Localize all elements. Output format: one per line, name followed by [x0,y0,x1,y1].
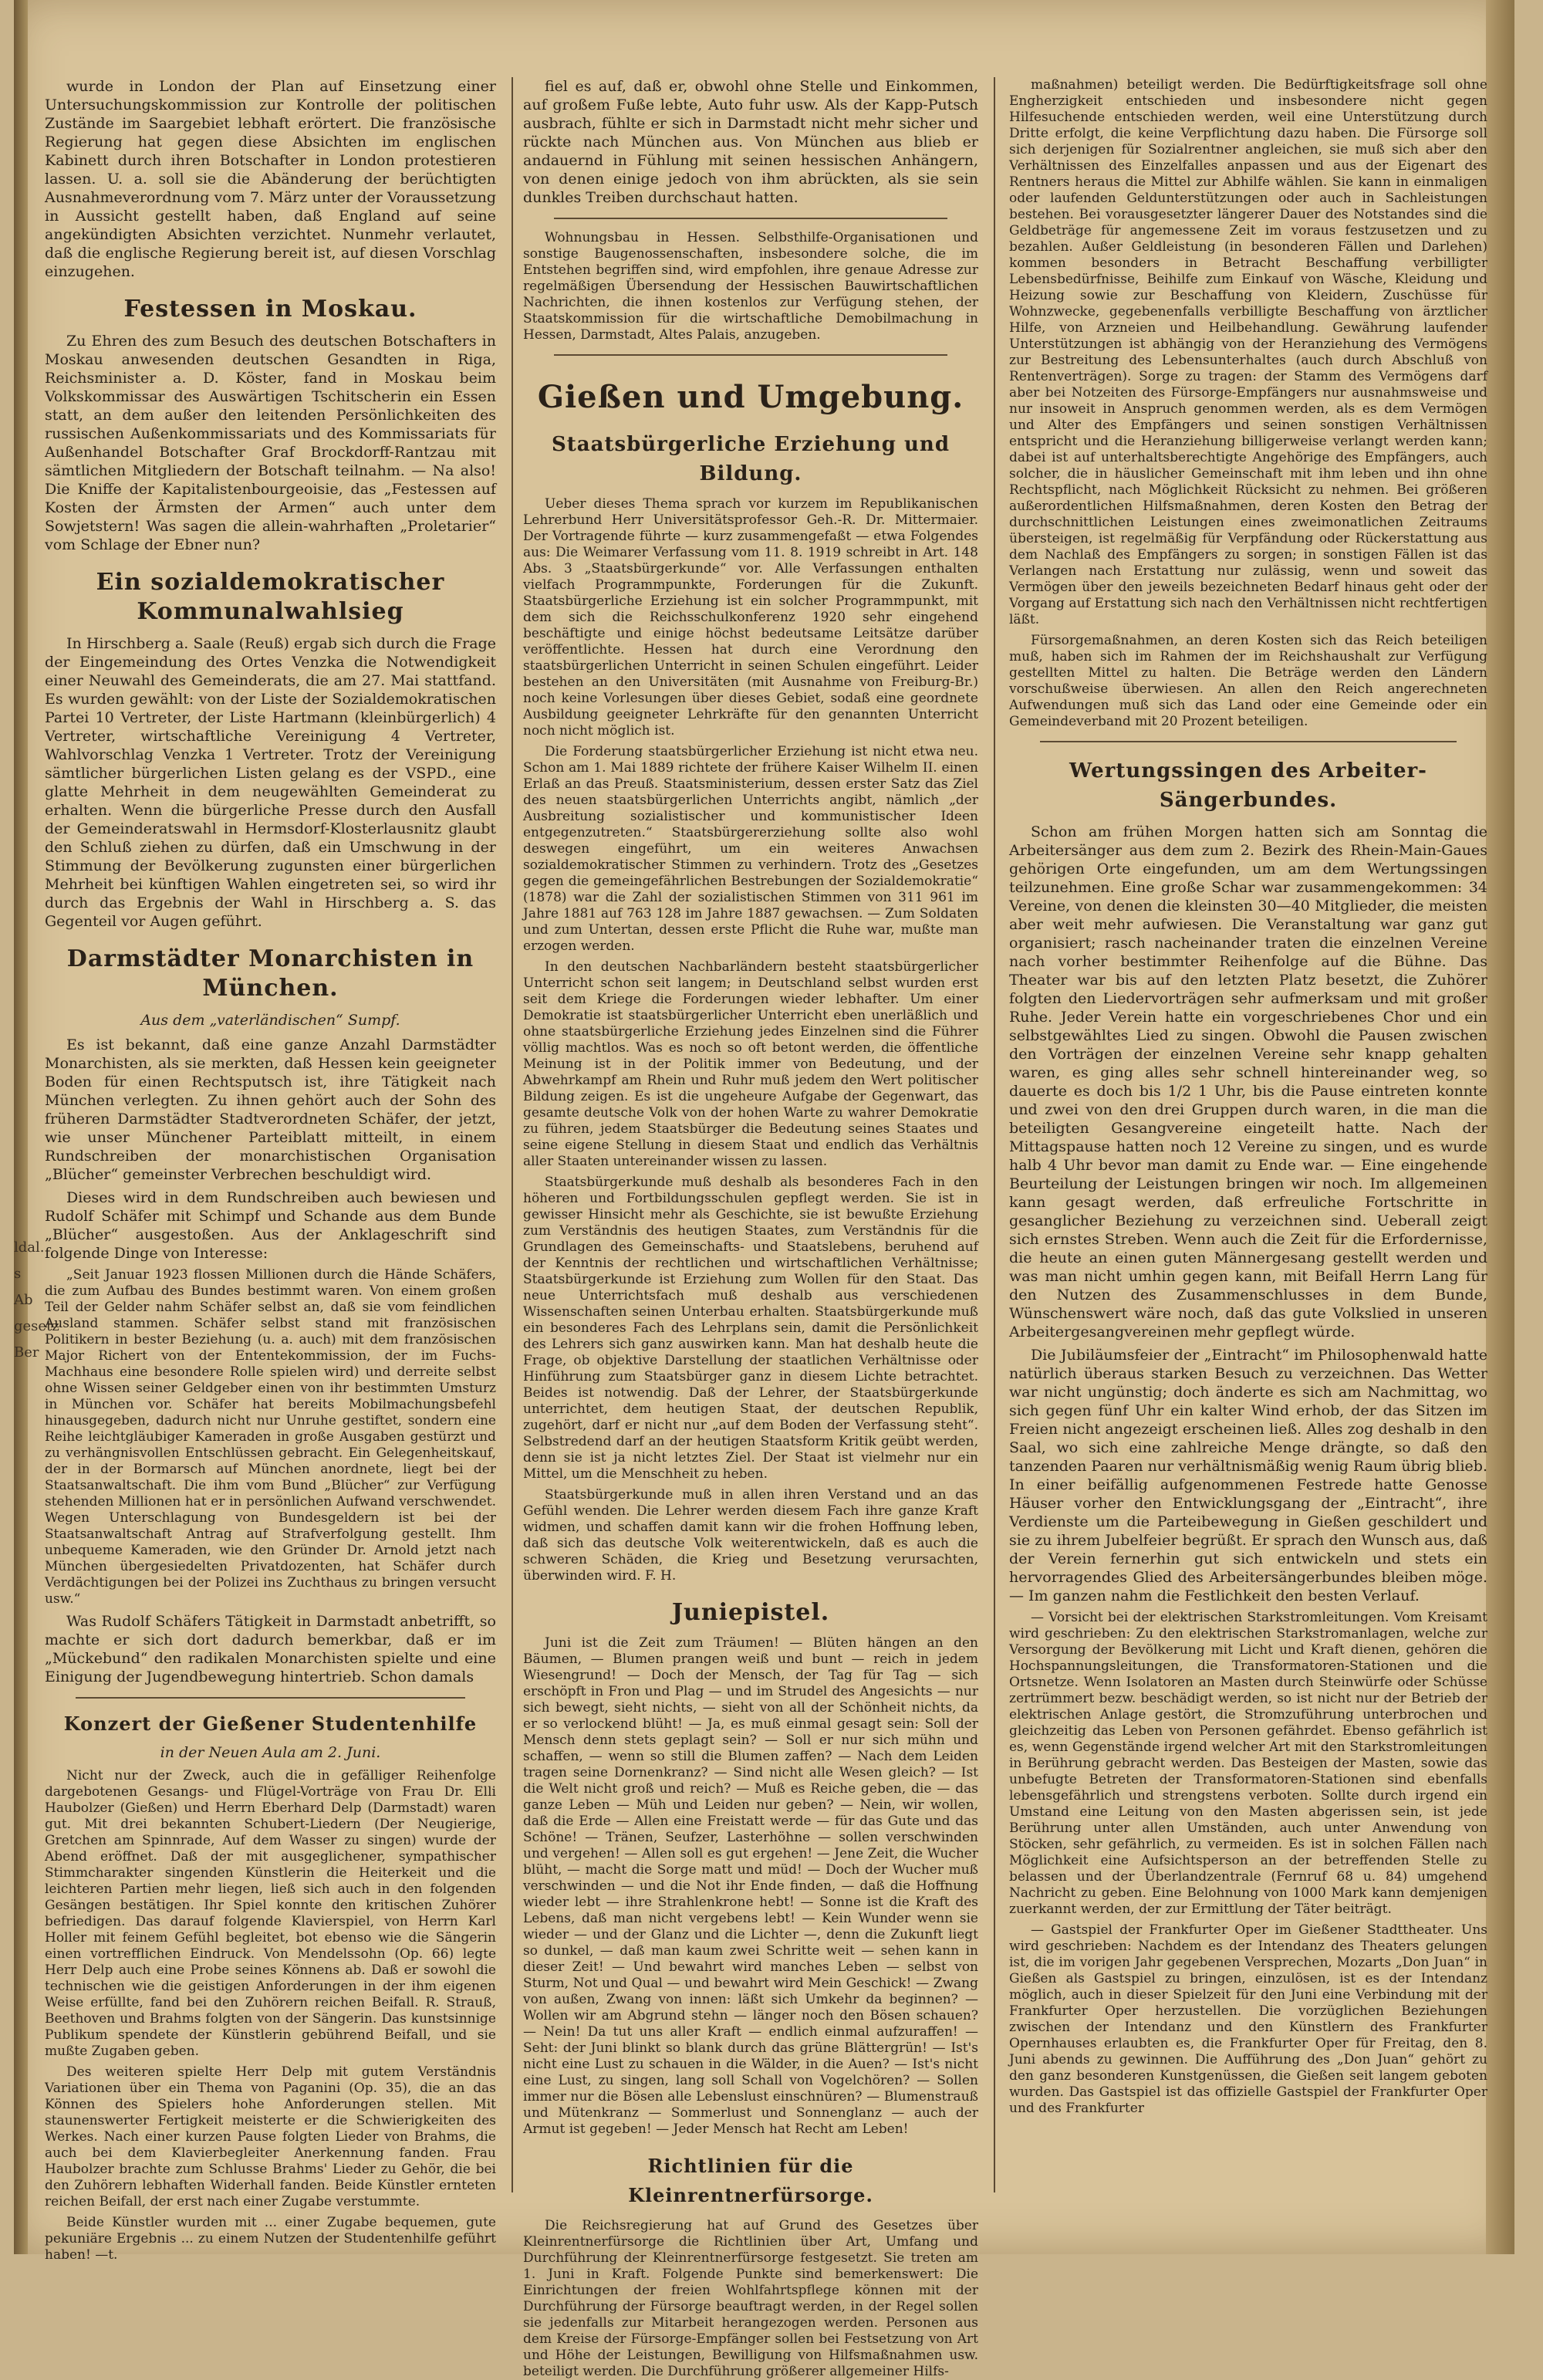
article-text: Des weiteren spielte Herr Delp mit gutem Verständnis Variationen über ein Thema von Paganini (Op. 35), die an das Können des Spielers hohe Anforderungen stellen. Mit staunenswerter Fertigkeit meisterte er die Schwierigkeiten des Werkes. Nach einer kurzen Pause folgten Lieder von Brahms, die auch bei dem Klavierbegleiter Anerkennung fanden. Frau Haubolzer brachte zum Schlusse Brahms' Lieder zu Gehör, die bei den Zuhörern lebhaften Widerhall fanden. Beide Künstler ernteten reichen Beifall, der erst nach einer Zugabe verstummte. [45,2064,496,2209]
article-text: Die Forderung staatsbürgerlicher Erziehung ist nicht etwa neu. Schon am 1. Mai 1889 richtete der frühere Kaiser Wilhelm II. einen Erlaß an das Preuß. Staatsministerium, dessen erster Satz das Ziel des neuen staatsbürgerlichen Unterrichts angibt, nämlich „der Ausbreitung sozialistischer und kommunistischer Ideen entgegenzutreten.“ Staatsbürgererziehung sollte also wohl deswegen eingeführt, um ein weiteres Anwachsen sozialdemokratischer Stimmen zu verhindern. Trotz des „Gesetzes gegen die gemeingefährlichen Bestrebungen der Sozialdemokratie“ (1878) war die Zahl der sozialistischen Stimmen von 311 961 im Jahre 1881 auf 763 128 im Jahre 1887 gewachsen. — Zum Soldaten und zum Untertan, dessen erste Pflicht die Ruhe war, mußte man erzogen werden. [523,744,978,954]
divider [1040,741,1457,742]
article-text: Dieses wird in dem Rundschreiben auch bewiesen und Rudolf Schäfer mit Schimpf und Schande aus dem Bunde „Blücher“ ausgestoßen. Aus der Anklageschrift sind folgende Dinge von Interesse: [45,1189,496,1262]
divider [554,354,947,356]
adjacent-page-stub [14,1235,59,2161]
headline-kommunalwahlsieg: Ein sozialdemokratischer Kommunalwahlsieg [96,569,445,625]
notice-wohnungsbau: Wohnungsbau in Hessen. Selbsthilfe-Organisationen und sonstige Baugenossenschaften, insbesondere solche, die im Entstehen begriffen sind, wird empfohlen, ihre genaue Adresse zur regelmäßigen Übersendung der Hessischen Bauwirtschaftlichen Nachrichten, die ihnen kostenlos zur Verfügung stehen, der Staatskommission für die wirtschaftliche Demobilmachung in Hessen, Darmstadt, Altes Palais, anzugeben. [523,230,978,343]
newspaper-page [14,0,1514,2379]
page-edge [1486,0,1514,2254]
article-text: Zu Ehren des zum Besuch des deutschen Botschafters in Moskau anwesenden deutschen Gesandten in Riga, Reichsminister a. D. Köster, fand in Moskau beim Volkskommissar des Auswärtigen Tschitscherin ein Essen statt, an dem außer den leitenden Persönlichkeiten des russischen Außenkommissariats und des Kommissariats für Außenhandel Botschafter Graf Brockdorff-Rantzau mit sämtlichen Mitgliedern der Botschaft teilnahm. — Na also! Die Kniffe der Kapitalistenbourgeoisie, das „Festessen auf Kosten der Ärmsten der Armen“ auch unter dem Sowjetstern! Was sagen die allein-wahrhaften „Proletarier“ vom Schlage der Ebner nun? [45,333,496,553]
article-text: In Hirschberg a. Saale (Reuß) ergab sich durch die Frage der Eingemeindung des Ortes Venzka die Notwendigkeit einer Neuwahl des Gemeinderats, die am 27. Mai stattfand. Es wurden gewählt: von der Liste der Sozialdemokratischen Partei 10 Vertreter, der Liste Hartmann (kleinbürgerlich) 4 Vertreter, wirtschaftliche Vereinigung 4 Vertreter, Wahlvorschlag Venzka 1 Vertreter. Trotz der Vereinigung sämtlicher bürgerlichen Listen gelang es der VSPD., eine glatte Mehrheit in dem neugewählten Gemeinderat zu erhalten. Wenn die bürgerliche Presse durch den Ausfall der Gemeinderatswahl in Hermsdorf-Klosterlausnitz glaubt den Schluß ziehen zu dürfen, daß ein Umschwung in der Stimmung der Bevölkerung zugunsten einer bürgerlichen Mehrheit bei künftigen Wahlen eingetreten sei, so wird ihr durch das Ergebnis der Wahl in Hirschberg a. S. das Gegenteil vor Augen geführt. [45,635,496,930]
column-rule [512,77,513,2192]
article-continuation: wurde in London der Plan auf Einsetzung einer Untersuchungskommission zur Kontrolle der politischen Zustände im Saargebiet lebhaft erörtert. Die französische Regierung hat gegen diese Absichten im englischen Kabinett durch ihren Botschafter in London protestieren lassen. U. a. soll sie die Abänderung der berüchtigten Ausnahmeverordnung vom 7. März unter der Voraussetzung in Aussicht gestellt haben, daß England auf seine angekündigten Absichten verzichtet. Nunmehr verlautet, daß die englische Regierung bereit ist, auf diesen Vorschlag einzugehen. [45,78,496,280]
article-text: Staatsbürgerkunde muß in allen ihren Verstand und an das Gefühl wenden. Die Lehrer werden diesem Fach ihre ganze Kraft widmen, und schaffen damit kann wir die frohen Hoffnung leben, daß sich das deutsche Volk weiterentwickeln, daß es auch die schweren Schäden, die Krieg und Besetzung verursachten, überwinden wird. F. H. [523,1487,978,1584]
subheadline: Aus dem „vaterländischen“ Sumpf. [140,1012,400,1029]
article-text: Staatsbürgerkunde muß deshalb als besonderes Fach in den höheren und Fortbildungsschulen gepflegt werden. Sie ist in gewisser Hinsicht mehr als Geschichte, sie ist bewußte Erziehung zum Verständnis des heutigen Staates, zum Verständnis für die Grundlagen des Gemeinschafts- und Staatslebens, beruhend auf der Kenntnis der rechtlichen und wirtschaftlichen Verhältnisse; Staatsbürgerkunde ist Erziehung zum Wollen für den Staat. Das neue Unterrichtsfach muß deshalb aus verschiedenen Wissenschaften seinen Unterbau erhalten. Staatsbürgerkunde muß ein besonderes Fach des Lehrplans sein, damit die Persönlichkeit des Lehrers sich ganz auswirken kann. Man hat deshalb heute die Frage, ob objektive Darstellung der staatlichen Verhältnisse oder Hinführung zum Staatsbürger ganz in diesem Lichte betrachtet. Beides ist notwendig. Daß der Lehrer, der Staatsbürgerkunde unterrichtet, dem heutigen Staat, der deutschen Republik, zugehört, darf er nicht nur „auf dem Boden der Verfassung steht“. Selbstredend darf an der heutigen Staatsform Kritik geübt werden, denn sie ist ja nicht letztes Ziel. Der Staat ist vielmehr nur ein Mittel, um die Menschheit zu heben. [523,1175,978,1482]
article-text: Ueber dieses Thema sprach vor kurzem im Republikanischen Lehrerbund Herr Universitätsprofessor Geh.-R. Dr. Mittermaier. Der Vortragende führte — kurz zusammengefaßt — etwa Folgendes aus: Die Weimarer Verfassung vom 11. 8. 1919 schreibt in Art. 148 Abs. 3 „Staatsbürgerkunde“ vor. Alle Verfassungen enthalten vielfach Programmpunkte, Forderungen für die Zukunft. Staatsbürgerliche Erziehung ist ein solcher Programmpunkt, mit dem sich die Reichsschulkonferenz 1920 sehr eingehend beschäftigte und einige höchst bedeutsame Leitsätze darüber veröffentlichte. Hessen hat durch eine Verordnung den staatsbürgerlichen Unterricht in seinen Schulen eingeführt. Leider bestehen an den Universitäten (mit Ausnahme von Freiburg-Br.) noch keine Vorlesungen über dieses Gebiet, sodaß eine geordnete Ausbildung geeigneter Lehrkräfte für den genannten Unterricht noch nicht möglich ist. [523,496,978,739]
headline-wertungssingen: Wertungssingen des Arbeiter-Sängerbundes. [1069,759,1427,812]
article-text: Die Reichsregierung hat auf Grund des Gesetzes über Kleinrentnerfürsorge die Richtlinien über Art, Umfang und Durchführung der Kleinrentnerfürsorge festgesetzt. Sie treten am 1. Juni in Kraft. Folgende Punkte sind bemerkenswert: Die Einrichtungen der freien Wohlfahrtspflege können mit der Durchführung der Fürsorge beauftragt werden, in der Regel sollen sie jedenfalls zur Mitarbeit herangezogen werden. Personen aus dem Kreise der Fürsorge-Empfänger sollen bei Festsetzung von Art und Höhe der Leistungen, Bewilligung von Hilfsmaßnahmen usw. beteiligt werden. Die Durchführung größerer allgemeiner Hilfs- [523,2218,978,2379]
headline-kleinrentnerfuersorge: Richtlinien für die Kleinrentnerfürsorge. [628,2155,873,2206]
article-quote: „Seit Januar 1923 flossen Millionen durch die Hände Schäfers, die zum Aufbau des Bundes bestimmt waren. Von einem großen Teil der Gelder nahm Schäfer selbst an, daß sie vom feindlichen Ausland stammen. Schäfer selbst stand mit französischen Politikern in bester Beziehung (u. a. auch) mit dem französischen Major Richert von der Ententekommission, der im Fuchs-Machhaus eine besondere Rolle spielen wird) und derreite selbst ohne Wissen seiner Geldgeber einen von ihr bestimmten Umsturz in München vor. Schäfer hat bereits Mobilmachungsbefehl hinausgegeben, dadurch nicht nur Unruhe gestiftet, sondern eine Reihe leichtgläubiger Kameraden in große Ausgaben gestürzt und zu verhängnisvollen Entschlüssen gebracht. Ein Gelegenheitskauf, der in der Bormarsch auf München anordnete, liegt bei der Staatsanwaltschaft. Die ihm vom Bund „Blücher“ zur Verfügung stehenden Millionen hat er in persönlichen Aufwand verschwendet. Wegen Unterschlagung von Bundesgeldern ist bei der Staatsanwaltschaft Antrag auf Strafverfolgung gestellt. Ihm unbequeme Kameraden, wie den Gründer Dr. Arnold jetzt nach München übergesiedelten Privatdozenten, hat Schäfer durch Verdächtigungen bei der Polizei ins Zuchthaus zu bringen versucht usw.“ [45,1267,496,1607]
poem-text: Juni ist die Zeit zum Träumen! — Blüten hängen an den Bäumen, — Blumen prangen weiß und bunt — reich in jedem Wiesengrund! — Doch der Mensch, der Tag für Tag — sich erschöpft in Fron und Plag — und im Strudel des Angesichts — nur sich bewegt, sieht nichts, — sieht von all der Schönheit nichts, da er so verlockend blüht! — Ja, es muß einmal gesagt sein: Soll der Mensch denn stets geplagt sein? — Soll er nur sich mühn und schaffen, — wenn so still die Blumen zaffen? — Nach dem Leiden tragen seine Dornenkranz? — Sind nicht alle Wesen gleich? — Ist die Welt nicht groß und reich? — Muß es Reiche geben, die — das ganze Leben — Müh und Leiden nur geben? — Nein, wir wollen, daß die Erde — Allen eine Freistatt werde — für das Gute und das Schöne! — Tränen, Seufzer, Lasterhöhne — sollen verschwinden und vergehen! — Allen soll es gut ergehen! — Jene Zeit, die Wucher blüht, — macht die Sorge matt und müd! — Doch der Wucher muß verschwinden — und die Not ihr Ende finden, — daß die Hoffnung wieder lebt — ihre Strahlenkrone hebt! — Sonne ist die Kraft des Lebens, daß man nicht vergebens lebt! — Kein Wunder wenn sie wieder — und der Glanz und die Lichter —, denn die Zukunft liegt so dunkel, — daß man kaum zwei Schritte weit — sehen kann in dieser Zeit! — Und bewahrt wird manches Leben — selbst von Sturm, Not und Qual — und bewahrt wird Mein Geschick! — Zwang von außen, Zwang von innen: läßt sich Umkehr da beginnen? — Wollen wir am Abgrund stehn — länger noch den Bösen schauen? — Nein! Da tut uns aller Kraft — endlich einmal aufzuraffen! — Seht: der Juni blinkt so blank durch das grüne Blättergrün! — Ist's nicht eine Lust zu schauen in die Wälder, in die Auen? — Ist's nicht eine Lust, zu singen, lang soll Schall von Vogelchören? — Sollen immer nur die Bösen alle Lebenslust einschnüren? — Blumenstrauß und Mütenkranz — Sommerlust und Sonnenglanz — auch der Armut ist gegeben! — Jeder Mensch hat Recht am Leben! [523,1635,978,2137]
stub-line: s [14,1266,22,1282]
column-1 [45,77,496,2263]
stub-line: Ber [14,1344,39,1361]
stub-line: Ab [14,1292,33,1308]
column-rule [994,77,995,2192]
headline-staatsbuergerliche-erziehung: Staatsbürgerliche Erziehung und Bildung. [551,433,950,485]
article-text: Was Rudolf Schäfers Tätigkeit in Darmstadt anbetrifft, so machte er sich dort dadurch bemerkbar, daß er im „Mückebund“ den radikalen Monarchisten spielte und eine Einigung der Jugendbewegung hintertrieb. Schon damals [45,1613,496,1685]
article-text: — Gastspiel der Frankfurter Oper im Gießener Stadttheater. Uns wird geschrieben: Nachdem es der Intendanz des Theaters gelungen ist, die im vorigen Jahr gegebenen Versprechen, Mozarts „Don Juan“ in Gießen als Gastspiel zu bringen, einzulösen, ist es der Intendanz möglich, auch in dieser Spielzeit für den Juni eine Verbindung mit der Frankfurter Oper herzustellen. Die vorzüglichen Beziehungen zwischen der Intendanz und den Künstlern des Frankfurter Opernhauses erlaubten es, die Frankfurter Oper für Freitag, den 8. Juni abends zu gewinnen. Die Aufführung des „Don Juan“ gehört zu den ganz besonderen Kunstgenüssen, die Gießen seit langem geboten wurden. Das Gastspiel ist das offizielle Gastspiel der Frankfurter Oper und des Frankfurter [1009,1922,1487,2116]
headline-konzert: Konzert der Gießener Studentenhilfe [63,1712,478,1735]
column-2 [523,77,978,2379]
article-text: — Vorsicht bei der elektrischen Starkstromleitungen. Vom Kreisamt wird geschrieben: Zu den elektrischen Starkstromanlagen, welche zur Versorgung der Bevölkerung mit Licht und Kraft dienen, gehören die Hochspannungsleitungen, die Transformatoren-Stationen und die Ortsnetze. Wenn Isolatoren an Masten durch Steinwürfe oder Schüsse zertrümmert bezw. beschädigt werden, so ist nicht nur der Betrieb der elektrischen Anlage gestört, die Stromzuführung unterbrochen und gleichzeitig das Leben von Personen gefährdet. Ebenso gefährlich ist es, wenn Gegenstände irgend welcher Art mit den Starkstromleitungen in Berührung gebracht werden. Das Besteigen der Masten, sowie das unbefugte Betreten der Transformatoren-Stationen sind ebenfalls lebensgefährlich und strengstens verboten. Sollte durch irgend ein Umstand eine Leitung von den Masten abgerissen sein, ist jede Berührung unter allen Umständen, auch unter Anwendung von Stöcken, sehr gefährlich, zu vermeiden. Es ist in solchen Fällen nach Möglichkeit eine Aufsichtsperson an der betreffenden Stelle zu belassen und der Überlandzentrale (Fernruf 68 u. 84) umgehend Nachricht zu geben. Eine Belohnung von 1000 Mark kann demjenigen zuerkannt werden, der zur Ermittlung der Täter beiträgt. [1009,1610,1487,1917]
article-text: Beide Künstler wurden mit ... einer Zugabe bequemen, gute pekuniäre Ergebnis ... zu einem Nutzen der Studentenhilfe geführt haben! —t. [45,2215,496,2263]
article-text: Die Jubiläumsfeier der „Eintracht“ im Philosophenwald hatte natürlich überaus starken Besuch zu verzeichnen. Das Wetter war nicht ungünstig; doch änderte es sich am Nachmittag, wo sich gegen fünf Uhr ein kalter Wind erhob, der das Sitzen im Freien nicht angezeigt erscheinen ließ. Alles zog deshalb in den Saal, wo sich eine zahlreiche Menge drängte, so daß den tanzenden Paaren nur verhältnismäßig wenig Raum übrig blieb. In einer beifällig aufgenommenen Festrede hatte Genosse Häuser vorher den Entwicklungsgang der „Eintracht“, ihre Verdienste um die Parteibewegung in Gießen geschildert und sie zu ihrem Jubelfeier begrüßt. Er sprach den Wunsch aus, daß der Verein fernerhin gut sich entwickeln und stets ein hervorragendes Glied des Arbeitersängerbundes bleiben möge. — Im ganzen nahm die Festlichkeit den besten Verlauf. [1009,1347,1487,1604]
article-text: Es ist bekannt, daß eine ganze Anzahl Darmstädter Monarchisten, als sie merkten, daß Hessen kein geeigneter Boden für einen Rechtsputsch ist, ihre Tätigkeit nach München verlegten. Zu ihnen gehört auch der Sohn des früheren Darmstädter Stadtverordneten Schäfer, der jetzt, wie unser Münchener Parteiblatt mitteilt, in einem Rundschreiben der monarchistischen Organisation „Blücher“ gemeinster Verbrechen beschuldigt wird. [45,1036,496,1183]
subheadline: in der Neuen Aula am 2. Juni. [160,1744,381,1761]
article-continuation: maßnahmen) beteiligt werden. Die Bedürftigkeitsfrage soll ohne Engherzigkeit entschieden und insbesondere nicht gegen Hilfesuchende entschieden werden, weil eine Unterstützung durch Dritte erfolgt, die keine Verpflichtung dazu haben. Die Fürsorge soll sich derjenigen für Sozialrentner angleichen, sie muß sich aber den Verhältnissen des Einzelfalles anpassen und aus der Eigenart des Rentners heraus die Mittel zur Abhilfe wählen. Sie kann in einmaligen oder laufenden Geldunterstützungen oder auch in Sachleistungen bestehen. Bei vorausgesetzter längerer Dauer des Notstandes sind die Geldbeträge für angemessene Zeit im voraus festzusetzen und zu bezahlen. Außer Geldleistung (in besonderen Fällen und Darlehen) kommen besonders in Betracht Beschaffung verbilligter Lebensbedürfnisse, Beihilfe zum Einkauf von Wäsche, Kleidung und Heizung sowie zur Beschaffung von Kleidern, Zuschüsse für Wohnzwecke, gegebenenfalls verbilligte Beschaffung von ärztlicher Hilfe, von Arzneien und Heilbehandlung. Gewährung laufender Unterstützungen ist abhängig von der Heranziehung des Vermögens zur Bestreitung des Lebensunterhaltes (auch durch Abschluß von Rentenverträgen). Sorge zu tragen: der Stamm des Vermögens darf aber bei Notzeiten des Fürsorge-Empfängers nur ausnahmsweise und nur insoweit in Anspruch genommen werden, als es dem Vermögen und Alter des Empfängers und seinen sonstigen Verhältnissen entspricht und die Heranziehung billigerweise verlangt werden kann; dabei ist auf unterhaltsberechtigte Angehörige des Empfängers, auch solcher, die in häuslicher Gemeinschaft mit ihm leben und ihn ohne Rechtspflicht, nach Möglichkeit Rücksicht zu nehmen. Bei größeren außerordentlichen Hilfsmaßnahmen, deren Kosten den Betrag der durchschnittlichen Leistungen eines zweimonatlichen Zeitraums übersteigen, ist regelmäßig für Verpfändung oder Rückerstattung aus dem Nachlaß des Empfängers zu sorgen; in sonstigen Fällen ist das Verlangen nach Erstattung nur zulässig, wenn und soweit das Vermögen über den jeweils bezeichneten Bedarf hinaus geht oder der Vorgang auf Erstattung sich nach den Verhältnissen nicht rechtfertigen läßt. [1009,77,1487,627]
article-text: In den deutschen Nachbarländern besteht staatsbürgerlicher Unterricht schon seit langem; in Deutschland selbst wurden erst seit dem Kriege die Forderungen wieder lebhafter. Um einer Demokratie ist staatsbürgerlicher Unterricht eben unerläßlich und ohne staatsbürgerliche Erziehung jedes Einzelnen sind die Führer völlig machtlos. Was es noch so oft betont werden, die öffentliche Meinung ist in der Politik immer von Bedeutung, und der Abwehrkampf am Rhein und Ruhr muß jedem den Wert politischer Bildung zeigen. Es ist die ungeheure Aufgabe der Gegenwart, das gesamte deutsche Volk von der hohen Warte zu wahrer Demokratie zu führen, jedem Staatsbürger die Bedeutung seines Staates und seine eigene Stellung in diesem Staat und endlich das Verhältnis aller Staaten untereinander wissen zu lassen. [523,959,978,1169]
stub-line: gesetz [14,1318,59,1334]
column-3 [1009,77,1487,2192]
article-text: Fürsorgemaßnahmen, an deren Kosten sich das Reich beteiligen muß, haben sich im Rahmen der im Reichshaushalt zur Verfügung gestellten Mittel zu halten. Die Beträge werden den Ländern vorschußweise überwiesen. An allen den Reich angerechneten Aufwendungen muß sich das Land oder eine Gemeinde oder ein Gemeindeverband mit 20 Prozent beteiligen. [1009,633,1487,729]
article-continuation: fiel es auf, daß er, obwohl ohne Stelle und Einkommen, auf großem Fuße lebte, Auto fuhr usw. Als der Kapp-Putsch ausbrach, fühlte er sich in Darmstadt nicht mehr sicher und rückte nach München aus. Von München aus blieb er andauernd in Fühlung mit seinen hessischen Anhängern, von denen einige jedoch von ihm abrückten, als sie sein dunkles Treiben durchschaut hatten. [523,78,978,206]
divider [76,1697,465,1699]
stub-line: ldal. [14,1239,45,1256]
article-text: Nicht nur der Zweck, auch die in gefälliger Reihenfolge dargebotenen Gesangs- und Flügel-Vorträge von Frau Dr. Elli Haubolzer (Gießen) und Herrn Eberhard Delp (Darmstadt) waren gut. Mit drei bekannten Schubert-Liedern (Der Neugierige, Gretchen am Spinnrade, Auf dem Wasser zu singen) wurde der Abend eröffnet. Daß der mit ausgeglichener, sympathischer Stimmcharakter singenden Künstlerin die Heiterkeit und die leichteren Partien mehr liegen, ließ sich auch in den folgenden Gesängen bestätigen. Ihr Spiel konnte den kritischen Zuhörer befriedigen. Das darauf folgende Klavierspiel, von Herrn Karl Holler mit feinem Gefühl begleitet, bot ebenso wie die Sängerin einen vortrefflichen Eindruck. Von Mendelssohn (Op. 66) legte Herr Delp auch eine Probe seines Könnens ab. Daß er sowohl die technischen wie die geistigen Anforderungen in der ihm eigenen Weise erfüllte, fand bei den Zuhörern reichen Beifall. R. Strauß, Beethoven und Brahms folgten von der Sängerin. Das kunstsinnige Publikum spendete der Künstlerin gebührend Beifall, und sie mußte Zugaben geben. [45,1768,496,2059]
divider [554,218,947,219]
headline-festessen: Festessen in Moskau. [123,296,417,323]
section-title-giessen: Gießen und Umgebung. [537,379,964,415]
headline-juniepistel: Juniepistel. [671,1599,830,1626]
article-text: Schon am frühen Morgen hatten sich am Sonntag die Arbeitersänger aus dem zum 2. Bezirk des Rhein-Main-Gaues gehörigen Orte eingefunden, um am dem Wertungssingen teilzunehmen. Eine große Schar war zusammengekommen: 34 Vereine, von denen die kleinsten 30—40 Mitglieder, die meisten aber weit mehr aufwiesen. Die Veranstaltung war ganz gut organisiert; rasch nacheinander traten die einzelnen Vereine nach vorher bestimmter Reihenfolge auf die Bühne. Das Theater war bis auf den letzten Platz besetzt, die Zuhörer folgten den Liedervorträgen sehr aufmerksam und mit großer Ruhe. Jeder Verein hatte ein vorgeschriebenes Chor und ein selbstgewähltes Lied zu singen. Obwohl die Pausen zwischen den Vorträgen der einzelnen Vereine sehr knapp gehalten waren, es ging alles sehr schnell hintereinander weg, so dauerte es doch bis 1/2 1 Uhr, bis die Pause eintreten konnte und zwei von den drei Gruppen durch waren, in die man die beteiligten Gesangvereine eingeteilt hatte. Nach der Mittagspause hatten noch 12 Vereine zu singen, und es wurde halb 4 Uhr bevor man damit zu Ende war. — Eine eingehende Beurteilung der Leistungen bringen wir noch. Im allgemeinen kann gesagt werden, daß erfreuliche Fortschritte in gesanglicher Beziehung zu verzeichnen sind. Ueberall zeigt sich ernstes Streben. Wenn auch die Zeit für die Erfordernisse, die heute an einen guten Männergesang gestellt werden und was man nicht umhin gegen kann, mit Beifall Herrn Lang für den Nutzen des Zusammenschlusses in dem Bunde, Wünschenswert wäre noch, daß das gute Volkslied in unseren Arbeitergesangvereinen mehr gepflegt würde. [1009,823,1487,1340]
headline-monarchisten: Darmstädter Monarchisten in München. [66,945,474,1002]
